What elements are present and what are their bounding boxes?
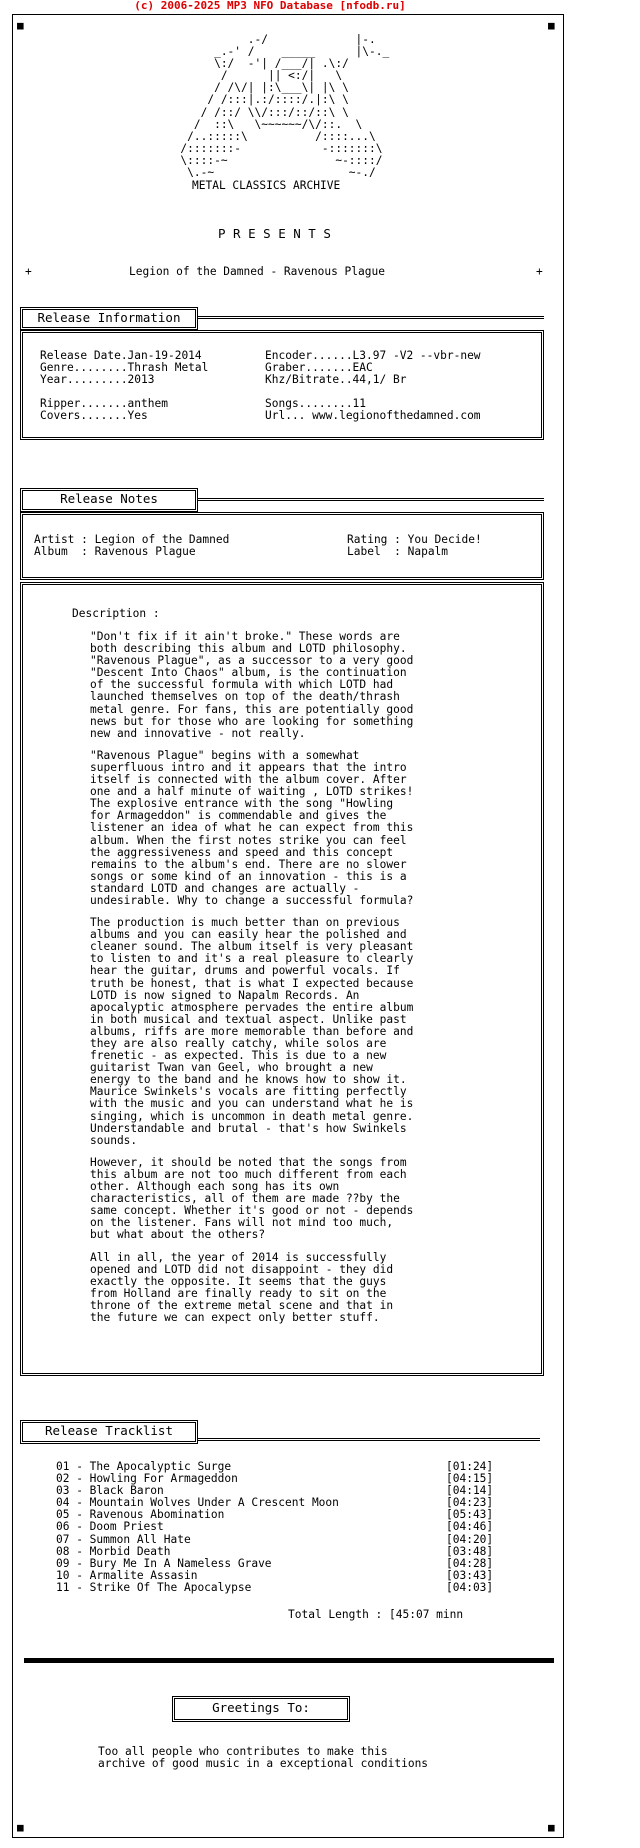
release-info-right: Encoder......L3.97 -V2 --vbr-new Graber.......EAC Khz/Bitrate..44,1/ Br Songs........11 Url... www.legionofthedamned.com (265, 349, 481, 423)
greetings-text: Too all people who contributes to make this archive of good music in a exceptional conditions (98, 1745, 429, 1771)
artist-line: Artist : Legion of the Damned (34, 533, 230, 546)
track-time: [04:15] (446, 1472, 494, 1486)
track-title: 05 - Ravenous Abomination (56, 1508, 225, 1522)
plus-right: + (536, 265, 543, 278)
tracklist-tab (20, 1420, 198, 1444)
site-header: (c) 2006-2025 MP3 NFO Database [nfodb.ru] (134, 0, 406, 12)
track-title: 04 - Mountain Wolves Under A Crescent Moon (56, 1496, 339, 1510)
description-paragraph: "Ravenous Plague" begins with a somewhat superfluous intro and it appears that the intro itself is connected with the album cover. After one and a half minute of waiting , LOTD strikes! The explosive entrance with the song "Howling for Armageddon" is commendable and gives the listener an idea of what he can expect from this album. When the first notes strike you can feel the aggressiveness and speed and this concept remains to the album's end. There are no slower songs or some kind of an innovation - this is a standard LOTD and changes are actually - undesirable. Why to change a successful formula? (90, 748, 414, 907)
release-title: Legion of the Damned - Ravenous Plague (129, 265, 385, 278)
tracklist-heading: Release Tracklist (45, 1423, 173, 1438)
description-body (90, 631, 413, 1324)
track-time: [04:28] (446, 1556, 494, 1570)
track-time: [05:43] (446, 1508, 494, 1522)
release-info-heading: Release Information (37, 310, 181, 325)
corner-bottom-right: ■ (548, 1821, 555, 1834)
track-title: 06 - Doom Priest (56, 1520, 164, 1534)
release-info-left: Release Date.Jan-19-2014 Genre........Thrash Metal Year.........2013 Ripper.......anthem Covers.......Yes (40, 349, 209, 423)
track-title: 01 - The Apocalyptic Surge (56, 1460, 232, 1473)
track-time: [04:23] (446, 1496, 494, 1510)
presents-label: P R E S E N T S (218, 226, 331, 241)
album-line: Album : Ravenous Plague (34, 545, 196, 558)
greetings-heading: Greetings To: (212, 1700, 310, 1715)
track-time: [01:24] (446, 1460, 494, 1473)
corner-top-left: ■ (17, 19, 24, 32)
label-line: Label : Napalm (347, 545, 449, 558)
track-time: [04:14] (446, 1484, 494, 1498)
corner-bottom-left: ■ (17, 1821, 24, 1834)
track-title: 10 - Armalite Assasin (56, 1568, 198, 1582)
track-time: [04:46] (446, 1520, 494, 1534)
release-info-rule (198, 316, 544, 322)
track-title: 02 - Howling For Armageddon (56, 1472, 238, 1486)
description-heading: Description : (72, 607, 160, 620)
track-time: [03:48] (446, 1544, 494, 1558)
description-paragraph: However, it should be noted that the songs from this album are not too much different from each other. Although each song has its own characteristics, all of them are made ??by the same concept. Whether it's good or not - depends on the listener. Fans will not mind too much, but what about the others? (90, 1155, 414, 1242)
release-notes-tab (20, 488, 198, 512)
track-title: 09 - Bury Me In A Nameless Grave (56, 1556, 272, 1570)
track-title: 03 - Black Baron (56, 1484, 164, 1498)
logo-ascii-art: .-/ |-. _.-' / _____ |\-._ \:/ -'| /___/| .\:/ / || <:/| \ / /\/| |:\___\| |\ \ / /:::|.:/::::/.|:\ \ / /::/ \\/:::/::/::\ \ / ::\ \~~~~~~/\/::. \ /..:::::\ /::::...\ /:::::::- -:::::::\ \::::-~ ~-::::/ \.-~ ~-./ (180, 33, 390, 180)
track-list (56, 1461, 516, 1594)
track-title: 08 - Morbid Death (56, 1544, 171, 1558)
logo-caption: METAL CLASSICS ARCHIVE (192, 179, 341, 192)
description-paragraph: The production is much better than on previous albums and you can easily hear the polished and cleaner sound. The album itself is very pleasant to listen to and it's a real pleasure to clearly hear the guitar, drums and powerful vocals. If truth be honest, that is what I expected because LOTD is now signed to Napalm Records. An apocalyptic atmosphere pervades the entire album in both musical and textual aspect. Unlike past albums, riffs are more memorable than before and they are also really catchy, while solos are frenetic - as expected. This is due to a new guitarist Twan van Geel, who brought a new energy to the band and he knows how to show it. Maurice Swinkels's vocals are fitting perfectly with the music and you can understand what he is singing, which is uncommon in death metal genre. Understandable and brutal - that's how Swinkels sounds. (90, 916, 414, 1147)
section-divider (24, 1658, 554, 1663)
tracklist-rule (198, 1438, 540, 1444)
corner-top-right: ■ (548, 19, 555, 32)
track-title: 07 - Summon All Hate (56, 1532, 191, 1546)
track-row (56, 1582, 516, 1594)
track-time: [03:43] (446, 1568, 494, 1582)
release-notes-heading: Release Notes (60, 491, 158, 506)
total-length: Total Length : [45:07 minn (288, 1608, 464, 1621)
release-info-tab (20, 307, 198, 330)
track-title: 11 - Strike Of The Apocalypse (56, 1580, 252, 1594)
track-time: [04:20] (446, 1532, 494, 1546)
plus-left: + (25, 265, 32, 278)
release-notes-rule (198, 498, 544, 504)
greetings-tab (172, 1696, 350, 1722)
description-paragraph: "Don't fix if it ain't broke." These words are both describing this album and LOTD philosophy. "Ravenous Plague", as a successor to a very good "Descent Into Chaos" album, is the continuation of the successful formula with which LOTD had launched themselves on top of the death/thrash metal genre. For fans, this are potentially good news but for those who are looking for something new and innovative - not really. (90, 630, 414, 740)
track-time: [04:03] (446, 1580, 494, 1594)
rating-line: Rating : You Decide! (347, 533, 482, 546)
description-paragraph: All in all, the year of 2014 is successfully opened and LOTD did not disappoint - they did exactly the opposite. It seems that the guys from Holland are finally ready to sit on the throne of the extreme metal scene and that in the future we can expect only better stuff. (90, 1250, 394, 1324)
